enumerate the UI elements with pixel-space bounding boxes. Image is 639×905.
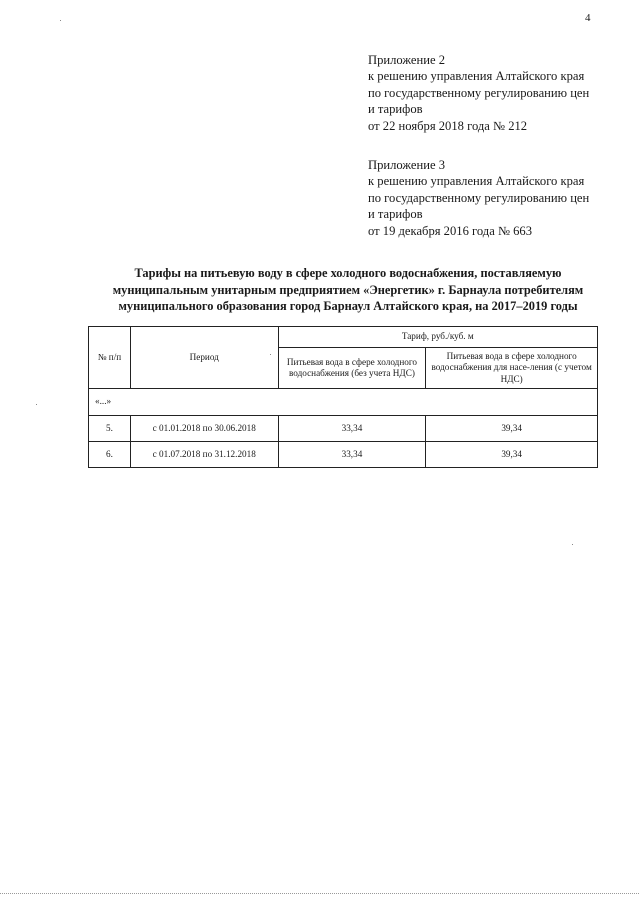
row-value-with-vat: 39,34 xyxy=(426,416,598,442)
header-with-vat: Питьевая вода в сфере холодного водоснабжения для насе-ления (с учетом НДС) xyxy=(426,348,598,389)
table-row xyxy=(89,416,598,442)
header-tariff: Тариф, руб./куб. м xyxy=(278,327,597,348)
tariff-table xyxy=(88,326,598,468)
row-value-without-vat: 33,34 xyxy=(278,416,426,442)
annex-3-line: по государственному регулированию цен xyxy=(368,190,590,205)
header-number: № п/п xyxy=(89,327,131,389)
annex-3-line: и тарифов xyxy=(368,207,423,222)
document-title xyxy=(78,265,618,315)
scan-speck xyxy=(60,20,61,21)
scan-bottom-edge xyxy=(0,893,639,894)
annex-2-line: по государственному регулированию цен xyxy=(368,85,590,100)
annex-2-line: и тарифов xyxy=(368,102,423,117)
scan-speck xyxy=(36,404,37,405)
title-line: Тарифы на питьевую воду в сфере холодного водоснабжения, поставляемую xyxy=(134,266,562,280)
title-line: муниципальным унитарным предприятием «Энергетик» г. Барнаула потребителям xyxy=(112,282,584,297)
annex-3-line: к решению управления Алтайского края xyxy=(368,174,585,189)
omission-mark: «...» xyxy=(89,389,598,416)
header-period: Период xyxy=(130,327,278,389)
annex-2-line: к решению управления Алтайского края xyxy=(368,69,585,84)
title-line: муниципального образования город Барнаул Алтайского края, на 2017–2019 годы xyxy=(118,299,578,314)
annex-2-line: от 22 ноября 2018 года № 212 xyxy=(368,118,528,133)
row-period: с 01.01.2018 по 30.06.2018 xyxy=(130,416,278,442)
row-number: 5. xyxy=(89,416,131,442)
row-value-without-vat: 33,34 xyxy=(278,442,426,468)
table-header-row xyxy=(89,327,598,348)
table-row xyxy=(89,442,598,468)
row-period: с 01.07.2018 по 31.12.2018 xyxy=(130,442,278,468)
annex-3-line: от 19 декабря 2016 года № 663 xyxy=(368,223,533,238)
annex-2-line: Приложение 2 xyxy=(368,53,446,67)
annex-2-header xyxy=(368,52,630,134)
row-number: 6. xyxy=(89,442,131,468)
scan-speck xyxy=(270,354,271,355)
row-value-with-vat: 39,34 xyxy=(426,442,598,468)
annex-3-line: Приложение 3 xyxy=(368,158,446,172)
header-without-vat: Питьевая вода в сфере холодного водоснабжения (без учета НДС) xyxy=(278,348,426,389)
table-omission-row xyxy=(89,389,598,416)
annex-3-header xyxy=(368,157,630,239)
scan-speck xyxy=(572,544,573,545)
page-number: 4 xyxy=(585,12,591,24)
